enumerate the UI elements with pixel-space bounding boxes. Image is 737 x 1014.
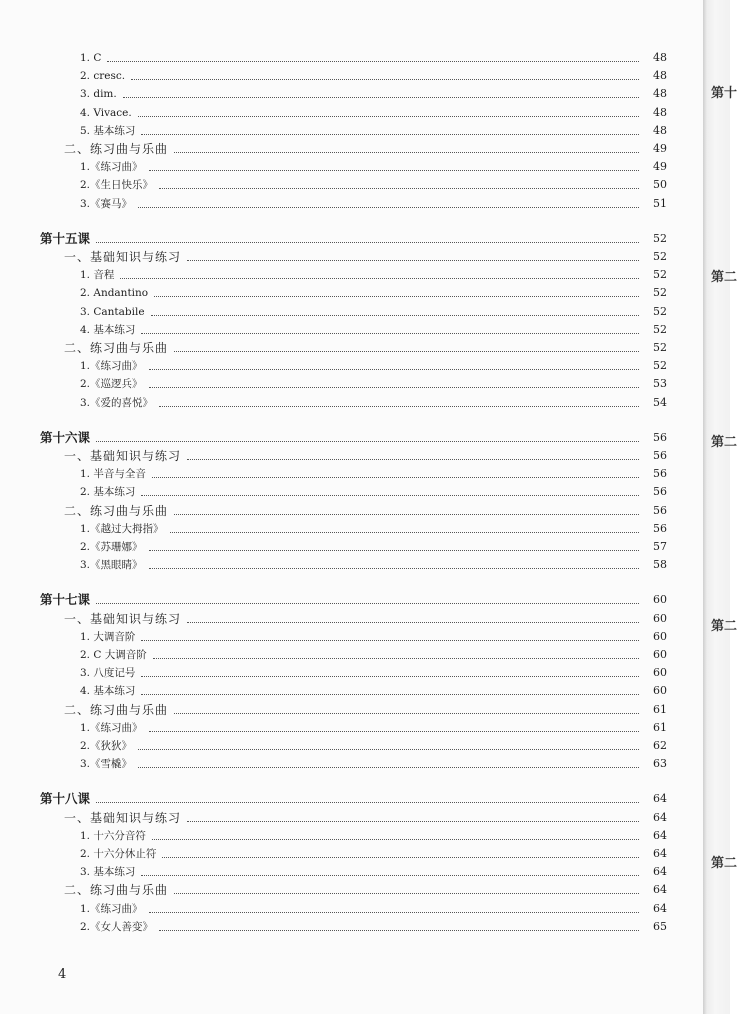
toc-item bbox=[80, 861, 667, 879]
toc-entry-title: 2. C 大调音阶 bbox=[80, 649, 147, 661]
toc-entry-title: 一、基础知识与练习 bbox=[64, 611, 182, 626]
dot-leader bbox=[120, 278, 639, 279]
toc-item bbox=[80, 463, 667, 481]
toc-entry-title: 5. 基本练习 bbox=[80, 124, 136, 137]
toc-entry-title: 二、练习曲与乐曲 bbox=[64, 702, 169, 717]
toc-page-number: 51 bbox=[653, 196, 667, 210]
dot-leader bbox=[174, 152, 639, 153]
toc-page-number: 48 bbox=[653, 69, 667, 83]
toc-item bbox=[80, 536, 667, 554]
toc-entry-title: 二、练习曲与乐曲 bbox=[64, 503, 169, 518]
dot-leader bbox=[138, 116, 639, 117]
toc-page-number: 56 bbox=[653, 449, 667, 462]
toc-item bbox=[80, 717, 667, 735]
page-number: 4 bbox=[58, 967, 67, 982]
toc-entry-title: 2. 十六分休止符 bbox=[80, 848, 157, 860]
toc-entry-title: 4. 基本练习 bbox=[80, 323, 136, 336]
toc-page-number: 52 bbox=[653, 231, 667, 245]
toc-page-number: 52 bbox=[653, 250, 667, 263]
toc-item bbox=[80, 843, 667, 861]
dot-leader bbox=[174, 713, 639, 714]
toc-entry-title: 4. 基本练习 bbox=[80, 685, 136, 698]
toc-section bbox=[64, 807, 667, 825]
toc-page-number: 50 bbox=[653, 178, 667, 192]
toc-item bbox=[80, 825, 667, 843]
toc-entry-title: 3. 基本练习 bbox=[80, 866, 136, 879]
toc-item bbox=[80, 355, 667, 373]
toc-page-number: 64 bbox=[653, 810, 667, 824]
dot-leader bbox=[131, 79, 639, 80]
dot-leader bbox=[162, 857, 639, 858]
dot-leader bbox=[141, 134, 639, 135]
toc-page-number: 56 bbox=[653, 521, 667, 535]
toc-item bbox=[80, 83, 667, 101]
toc-entry-title: 3. 八度记号 bbox=[80, 667, 136, 680]
toc-entry-title: 一、基础知识与练习 bbox=[64, 810, 182, 825]
toc-page-number: 49 bbox=[653, 142, 667, 155]
toc-entry-title: 2.《巡逻兵》 bbox=[80, 378, 143, 391]
toc-page-number: 61 bbox=[653, 702, 667, 716]
dot-leader bbox=[187, 260, 639, 261]
toc-entry-title: 1. 音程 bbox=[80, 269, 115, 282]
toc-item bbox=[80, 102, 667, 120]
toc-section bbox=[64, 337, 667, 355]
dot-leader bbox=[174, 351, 639, 352]
toc-page-number: 60 bbox=[653, 611, 667, 625]
dot-leader bbox=[138, 207, 639, 208]
toc-page-number: 52 bbox=[653, 322, 667, 336]
dot-leader bbox=[96, 603, 639, 604]
dot-leader bbox=[151, 315, 639, 316]
toc-page-number: 56 bbox=[653, 430, 667, 444]
dot-leader bbox=[149, 568, 639, 569]
dot-leader bbox=[154, 296, 639, 297]
toc-entry-title: 二、练习曲与乐曲 bbox=[64, 142, 169, 156]
toc-entry-title: 二、练习曲与乐曲 bbox=[64, 883, 169, 898]
toc-item bbox=[80, 65, 667, 83]
dot-leader bbox=[187, 622, 639, 623]
toc-entry-title: 1.《练习曲》 bbox=[80, 721, 143, 734]
toc-page-number: 60 bbox=[653, 593, 667, 607]
toc-page-number: 48 bbox=[653, 123, 667, 137]
toc-page-number: 64 bbox=[653, 901, 667, 915]
toc-item bbox=[80, 481, 667, 499]
toc-item bbox=[80, 392, 667, 410]
toc-entry-title: 1. 大调音阶 bbox=[80, 630, 136, 643]
dot-leader bbox=[152, 477, 639, 478]
toc-entry-title: 3.《黑眼睛》 bbox=[80, 559, 143, 572]
toc-entry-title: 1.《越过大拇指》 bbox=[80, 522, 164, 535]
toc-item bbox=[80, 174, 667, 192]
toc-item bbox=[80, 373, 667, 391]
toc-entry-title: 2. Andantino bbox=[80, 287, 149, 300]
toc-item bbox=[80, 916, 667, 934]
next-page-edge bbox=[703, 0, 737, 1014]
toc-entry-title: 第十八课 bbox=[40, 791, 91, 807]
dot-leader bbox=[107, 61, 639, 62]
dot-leader bbox=[149, 731, 639, 732]
toc-page-number: 52 bbox=[653, 304, 667, 318]
toc-page-number: 56 bbox=[653, 467, 667, 481]
toc-page-number: 65 bbox=[653, 919, 667, 933]
dot-leader bbox=[149, 369, 639, 370]
toc-page-number: 58 bbox=[653, 558, 667, 572]
toc-page-number: 63 bbox=[653, 757, 667, 771]
dot-leader bbox=[138, 767, 639, 768]
dot-leader bbox=[96, 441, 639, 442]
toc-page-number: 52 bbox=[653, 286, 667, 300]
toc-item bbox=[80, 662, 667, 680]
toc-item bbox=[80, 735, 667, 753]
toc-page-number: 48 bbox=[653, 51, 667, 64]
toc-entry-title: 1.《练习曲》 bbox=[80, 161, 143, 174]
toc-page-number: 48 bbox=[653, 105, 667, 119]
dot-leader bbox=[141, 640, 639, 641]
dot-leader bbox=[149, 170, 639, 171]
next-page-heading-fragment: 第二 bbox=[711, 435, 737, 450]
toc-item bbox=[80, 193, 667, 211]
toc-page-number: 64 bbox=[653, 865, 667, 879]
toc-item bbox=[80, 47, 667, 65]
dot-leader bbox=[159, 188, 639, 189]
toc-entry-title: 3. Cantabile bbox=[80, 305, 145, 318]
toc-page-number: 60 bbox=[653, 684, 667, 698]
toc-entry-title: 3.《雪橇》 bbox=[80, 758, 133, 771]
dot-leader bbox=[153, 658, 639, 659]
toc-item bbox=[80, 554, 667, 572]
toc-entry-title: 1. 半音与全音 bbox=[80, 468, 146, 481]
next-page-heading-fragment: 第二 bbox=[711, 270, 737, 285]
toc-entry-title: 3.《爱的喜悦》 bbox=[80, 396, 154, 409]
toc-section bbox=[64, 608, 667, 626]
dot-leader bbox=[141, 495, 639, 496]
toc-entry-title: 一、基础知识与练习 bbox=[64, 449, 182, 463]
toc-page-number: 53 bbox=[653, 377, 667, 391]
toc-page-number: 64 bbox=[653, 883, 667, 897]
toc-entry-title: 1.《练习曲》 bbox=[80, 360, 143, 373]
toc-item bbox=[80, 898, 667, 916]
toc-page-number: 54 bbox=[653, 395, 667, 409]
dot-leader bbox=[187, 459, 639, 460]
toc-page-number: 60 bbox=[653, 629, 667, 643]
toc-entry-title: 2. 基本练习 bbox=[80, 486, 136, 499]
toc-page-number: 57 bbox=[653, 540, 667, 553]
dot-leader bbox=[96, 242, 639, 243]
toc-page-number: 56 bbox=[653, 503, 667, 517]
toc-page-number: 64 bbox=[653, 847, 667, 860]
toc-page-number: 64 bbox=[653, 828, 667, 842]
dot-leader bbox=[141, 875, 639, 876]
toc-page-number: 64 bbox=[653, 792, 667, 806]
next-page-heading-fragment: 第十 bbox=[711, 86, 737, 101]
dot-leader bbox=[141, 694, 639, 695]
toc-section bbox=[64, 445, 667, 463]
toc-item bbox=[80, 753, 667, 771]
dot-leader bbox=[149, 550, 639, 551]
toc-item bbox=[80, 680, 667, 698]
dot-leader bbox=[187, 821, 639, 822]
toc-entry-title: 4. Vivace. bbox=[80, 106, 132, 119]
dot-leader bbox=[149, 912, 639, 913]
dot-leader bbox=[152, 839, 639, 840]
toc-page-number: 60 bbox=[653, 648, 667, 661]
dot-leader bbox=[174, 514, 639, 515]
toc-entry-title: 1. 十六分音符 bbox=[80, 829, 146, 842]
toc-page-number: 61 bbox=[653, 720, 667, 734]
toc-section bbox=[64, 138, 667, 156]
dot-leader bbox=[159, 406, 639, 407]
toc-page-number: 52 bbox=[653, 268, 667, 282]
dot-leader bbox=[138, 749, 639, 750]
toc-section bbox=[64, 500, 667, 518]
toc-page-number: 62 bbox=[653, 739, 667, 752]
toc-item bbox=[80, 644, 667, 662]
toc-entry-title: 2.《女人善变》 bbox=[80, 920, 154, 933]
toc-item bbox=[80, 626, 667, 644]
dot-leader bbox=[141, 676, 639, 677]
toc-page-number: 56 bbox=[653, 485, 667, 499]
toc-entry-title: 第十七课 bbox=[40, 592, 91, 608]
dot-leader bbox=[141, 333, 639, 334]
toc-page-number: 52 bbox=[653, 341, 667, 354]
toc-entry-title: 一、基础知识与练习 bbox=[64, 250, 182, 264]
toc-entry-title: 3.《赛马》 bbox=[80, 197, 133, 210]
toc-entry-title: 二、练习曲与乐曲 bbox=[64, 341, 169, 355]
toc-entry-title: 2.《生日快乐》 bbox=[80, 179, 154, 192]
toc-lesson bbox=[40, 228, 667, 246]
toc-page-number: 52 bbox=[653, 359, 667, 373]
toc-item bbox=[80, 120, 667, 138]
toc-section bbox=[64, 879, 667, 897]
toc-lesson bbox=[40, 788, 667, 806]
toc-page-number: 60 bbox=[653, 666, 667, 680]
toc-item bbox=[80, 282, 667, 300]
toc-lesson bbox=[40, 427, 667, 445]
dot-leader bbox=[170, 532, 639, 533]
toc-section bbox=[64, 246, 667, 264]
toc-item bbox=[80, 301, 667, 319]
dot-leader bbox=[149, 387, 639, 388]
toc-page-number: 49 bbox=[653, 160, 667, 174]
toc-section bbox=[64, 699, 667, 717]
toc-lesson bbox=[40, 589, 667, 607]
toc-page-number: 48 bbox=[653, 87, 667, 101]
toc-entry-title: 1.《练习曲》 bbox=[80, 902, 143, 915]
next-page-heading-fragment: 第二 bbox=[711, 619, 737, 634]
toc-item bbox=[80, 319, 667, 337]
toc-item bbox=[80, 518, 667, 536]
dot-leader bbox=[159, 930, 639, 931]
toc-entry-title: 第十六课 bbox=[40, 429, 91, 445]
dot-leader bbox=[174, 893, 639, 894]
toc-item bbox=[80, 264, 667, 282]
toc-entry-title: 1. C bbox=[80, 52, 102, 64]
toc-entry-title: 2. cresc. bbox=[80, 70, 126, 83]
dot-leader bbox=[96, 802, 639, 803]
toc-entry-title: 第十五课 bbox=[40, 230, 91, 246]
dot-leader bbox=[123, 97, 639, 98]
toc-entry-title: 3. dim. bbox=[80, 88, 117, 101]
toc-entry-title: 2.《苏珊娜》 bbox=[80, 541, 143, 553]
toc-item bbox=[80, 156, 667, 174]
toc-entry-title: 2.《狄狄》 bbox=[80, 740, 133, 752]
next-page-heading-fragment: 第二 bbox=[711, 856, 737, 871]
